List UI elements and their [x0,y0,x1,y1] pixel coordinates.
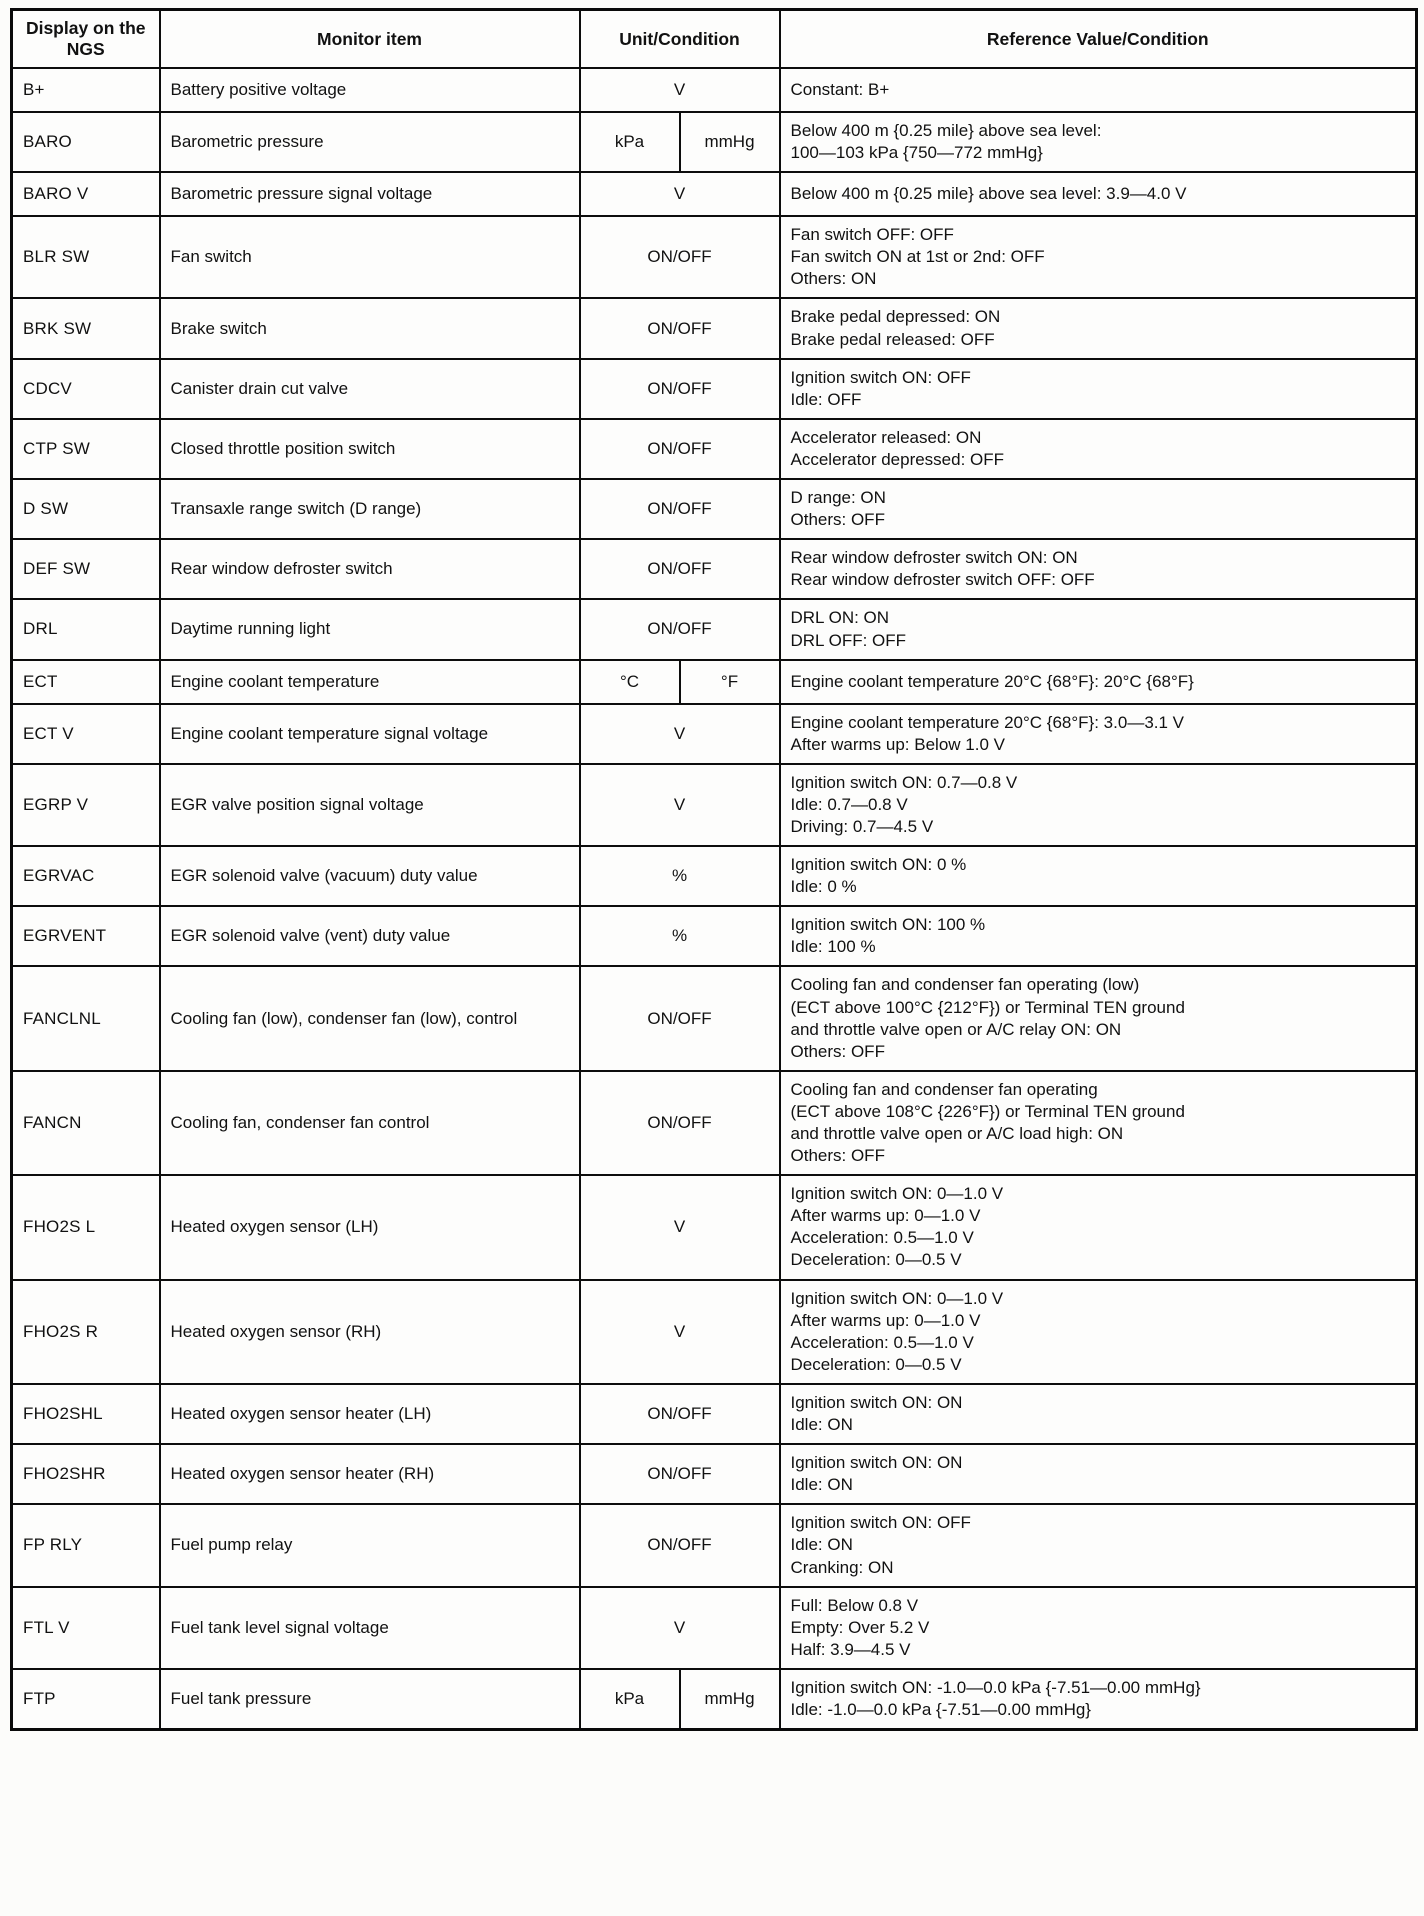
reference-cell [780,599,1417,659]
unit-cell: ON/OFF [580,599,780,659]
table-row [12,1504,1417,1586]
ngs-display-cell: BARO V [12,172,160,216]
ngs-display-cell: CTP SW [12,419,160,479]
table-row [12,112,1417,172]
table-row [12,216,1417,298]
reference-line: Deceleration: 0—0.5 V [790,1354,962,1374]
unit-cell: V [580,764,780,846]
monitor-item-cell: Fuel tank level signal voltage [160,1587,580,1669]
reference-cell [780,1384,1417,1444]
ngs-display-cell: FHO2SHL [12,1384,160,1444]
reference-line: Others: OFF [790,1146,885,1166]
reference-line: Rear window defroster switch OFF: OFF [790,570,1095,590]
header-reference-value: Reference Value/Condition [780,10,1417,69]
reference-line: D range: ON [790,488,886,508]
reference-line: Fan switch ON at 1st or 2nd: OFF [790,247,1045,267]
monitor-item-cell: Fan switch [160,216,580,298]
reference-line: Ignition switch ON: ON [790,1392,963,1412]
reference-cell [780,479,1417,539]
unit-cell-right: mmHg [680,112,780,172]
reference-line: Idle: 0.7—0.8 V [790,794,908,814]
monitor-item-cell: Heated oxygen sensor heater (LH) [160,1384,580,1444]
unit-cell: ON/OFF [580,1504,780,1586]
ngs-display-cell: FHO2S L [12,1175,160,1279]
reference-cell [780,1444,1417,1504]
ngs-display-cell: FANCLNL [12,966,160,1070]
table-row [12,846,1417,906]
table-row [12,479,1417,539]
reference-line: Rear window defroster switch ON: ON [790,548,1078,568]
ngs-display-cell: BLR SW [12,216,160,298]
unit-cell: ON/OFF [580,479,780,539]
unit-cell-right: °F [680,660,780,704]
unit-cell: ON/OFF [580,1444,780,1504]
monitor-item-cell: Engine coolant temperature signal voltage [160,704,580,764]
table-row [12,1280,1417,1384]
monitor-item-cell: Barometric pressure [160,112,580,172]
reference-line: Ignition switch ON: 100 % [790,915,986,935]
reference-line: After warms up: 0—1.0 V [790,1310,981,1330]
table-row [12,1444,1417,1504]
monitor-item-cell: EGR valve position signal voltage [160,764,580,846]
reference-cell [780,1071,1417,1175]
reference-cell [780,966,1417,1070]
reference-line: After warms up: Below 1.0 V [790,734,1005,754]
unit-cell-right: mmHg [680,1669,780,1730]
monitor-item-cell: Fuel tank pressure [160,1669,580,1730]
monitor-item-cell: EGR solenoid valve (vent) duty value [160,906,580,966]
ngs-display-cell: ECT [12,660,160,704]
ngs-display-cell: FANCN [12,1071,160,1175]
reference-line: Accelerator released: ON [790,427,982,447]
monitor-item-cell: Battery positive voltage [160,68,580,112]
reference-line: Acceleration: 0.5—1.0 V [790,1228,974,1248]
reference-line: Cranking: ON [790,1557,894,1577]
monitor-item-cell: Closed throttle position switch [160,419,580,479]
reference-line: Others: OFF [790,1041,885,1061]
reference-cell [780,1504,1417,1586]
header-unit-condition: Unit/Condition [580,10,780,69]
reference-line: (ECT above 108°C {226°F}) or Terminal TEN ground [790,1101,1185,1121]
monitor-item-cell: Heated oxygen sensor (LH) [160,1175,580,1279]
unit-cell: ON/OFF [580,966,780,1070]
reference-line: Ignition switch ON: 0—1.0 V [790,1288,1004,1308]
monitor-item-cell: Brake switch [160,298,580,358]
reference-line: Ignition switch ON: OFF [790,367,971,387]
reference-cell [780,419,1417,479]
reference-line: (ECT above 100°C {212°F}) or Terminal TEN ground [790,997,1185,1017]
reference-line: Full: Below 0.8 V [790,1595,919,1615]
header-row [12,10,1417,69]
monitor-item-cell: Heated oxygen sensor heater (RH) [160,1444,580,1504]
reference-line: DRL ON: ON [790,608,890,628]
monitor-item-cell: Rear window defroster switch [160,539,580,599]
monitor-item-cell: Daytime running light [160,599,580,659]
reference-line: Driving: 0.7—4.5 V [790,816,934,836]
reference-line: After warms up: 0—1.0 V [790,1206,981,1226]
reference-line: Brake pedal depressed: ON [790,307,1001,327]
table-body [12,68,1417,1730]
reference-cell [780,68,1417,112]
monitor-item-cell: Barometric pressure signal voltage [160,172,580,216]
table-row [12,906,1417,966]
reference-line: Brake pedal released: OFF [790,329,995,349]
ngs-display-cell: FHO2S R [12,1280,160,1384]
monitor-item-cell: Cooling fan, condenser fan control [160,1071,580,1175]
monitor-item-cell: Canister drain cut valve [160,359,580,419]
table-row [12,966,1417,1070]
unit-cell: ON/OFF [580,1071,780,1175]
reference-cell [780,1280,1417,1384]
ngs-display-cell: EGRVENT [12,906,160,966]
reference-cell [780,112,1417,172]
table-row [12,599,1417,659]
ngs-display-cell: FHO2SHR [12,1444,160,1504]
reference-cell [780,359,1417,419]
reference-line: Idle: 100 % [790,937,876,957]
unit-cell: % [580,906,780,966]
unit-cell-left: kPa [580,112,680,172]
reference-line: Below 400 m {0.25 mile} above sea level: 3.9—4.0 V [790,184,1187,204]
ngs-display-cell: D SW [12,479,160,539]
unit-cell: V [580,1587,780,1669]
unit-cell: ON/OFF [580,359,780,419]
reference-line: Cooling fan and condenser fan operating [790,1079,1098,1099]
reference-line: Ignition switch ON: 0—1.0 V [790,1184,1004,1204]
ngs-display-cell: EGRVAC [12,846,160,906]
table-row [12,660,1417,704]
reference-cell [780,1669,1417,1730]
table-row [12,298,1417,358]
ngs-display-cell: CDCV [12,359,160,419]
ngs-display-cell: DEF SW [12,539,160,599]
ngs-display-cell: FTP [12,1669,160,1730]
ngs-display-cell: B+ [12,68,160,112]
reference-line: Ignition switch ON: OFF [790,1513,971,1533]
reference-line: Engine coolant temperature 20°C {68°F}: 20°C {68°F} [790,671,1194,691]
monitor-item-cell: Engine coolant temperature [160,660,580,704]
reference-line: Ignition switch ON: 0 % [790,855,967,875]
reference-line: Ignition switch ON: ON [790,1453,963,1473]
reference-line: Accelerator depressed: OFF [790,449,1005,469]
unit-cell: V [580,68,780,112]
reference-line: Half: 3.9—4.5 V [790,1639,911,1659]
reference-line: Idle: ON [790,1535,853,1555]
reference-line: Idle: 0 % [790,877,857,897]
reference-cell [780,906,1417,966]
reference-cell [780,1175,1417,1279]
reference-cell [780,660,1417,704]
reference-line: DRL OFF: OFF [790,630,907,650]
reference-line: Acceleration: 0.5—1.0 V [790,1332,974,1352]
reference-line: Idle: OFF [790,389,862,409]
monitor-table [10,8,1418,1731]
unit-cell: V [580,704,780,764]
reference-line: Constant: B+ [790,79,890,99]
reference-line: Others: ON [790,269,877,289]
unit-cell: % [580,846,780,906]
table-row [12,1175,1417,1279]
table-row [12,419,1417,479]
ngs-display-cell: DRL [12,599,160,659]
table-row [12,1587,1417,1669]
reference-cell [780,1587,1417,1669]
ngs-display-cell: BARO [12,112,160,172]
reference-line: and throttle valve open or A/C load high: ON [790,1124,1124,1143]
table-row [12,68,1417,112]
reference-line: and throttle valve open or A/C relay ON: ON [790,1019,1122,1039]
reference-cell [780,298,1417,358]
reference-line: Others: OFF [790,510,885,530]
reference-line: Idle: ON [790,1415,853,1435]
unit-cell: ON/OFF [580,1384,780,1444]
monitor-item-cell: Heated oxygen sensor (RH) [160,1280,580,1384]
ngs-display-cell: FP RLY [12,1504,160,1586]
table-row [12,539,1417,599]
unit-cell: V [580,172,780,216]
unit-cell: ON/OFF [580,298,780,358]
table-row [12,359,1417,419]
reference-cell [780,764,1417,846]
table-row [12,1669,1417,1730]
ngs-display-cell: ECT V [12,704,160,764]
monitor-item-cell: Transaxle range switch (D range) [160,479,580,539]
reference-line: 100—103 kPa {750—772 mmHg} [790,143,1043,163]
header-monitor-item: Monitor item [160,10,580,69]
reference-line: Ignition switch ON: -1.0—0.0 kPa {-7.51—0.00 mmHg} [790,1677,1201,1697]
table-row [12,764,1417,846]
reference-line: Fan switch OFF: OFF [790,225,954,245]
table-header [12,10,1417,69]
table-row [12,172,1417,216]
reference-line: Cooling fan and condenser fan operating (low) [790,975,1140,995]
ngs-display-cell: BRK SW [12,298,160,358]
unit-cell-left: kPa [580,1669,680,1730]
unit-cell: ON/OFF [580,539,780,599]
reference-line: Engine coolant temperature 20°C {68°F}: 3.0—3.1 V [790,712,1185,732]
ngs-display-cell: FTL V [12,1587,160,1669]
monitor-item-cell: Cooling fan (low), condenser fan (low), control [160,966,580,1070]
reference-cell [780,539,1417,599]
reference-line: Deceleration: 0—0.5 V [790,1250,962,1270]
table-row [12,1071,1417,1175]
unit-cell-left: °C [580,660,680,704]
unit-cell: V [580,1280,780,1384]
reference-line: Below 400 m {0.25 mile} above sea level: [790,121,1102,140]
header-display-on-ngs: Display on the NGS [12,10,160,69]
monitor-item-cell: EGR solenoid valve (vacuum) duty value [160,846,580,906]
reference-line: Idle: ON [790,1475,853,1495]
reference-line: Empty: Over 5.2 V [790,1617,930,1637]
unit-cell: ON/OFF [580,419,780,479]
table-row [12,1384,1417,1444]
reference-cell [780,704,1417,764]
monitor-item-cell: Fuel pump relay [160,1504,580,1586]
reference-cell [780,172,1417,216]
unit-cell: ON/OFF [580,216,780,298]
reference-line: Idle: -1.0—0.0 kPa {-7.51—0.00 mmHg} [790,1699,1091,1719]
reference-cell [780,846,1417,906]
reference-cell [780,216,1417,298]
reference-line: Ignition switch ON: 0.7—0.8 V [790,772,1018,792]
table-row [12,704,1417,764]
unit-cell: V [580,1175,780,1279]
ngs-display-cell: EGRP V [12,764,160,846]
